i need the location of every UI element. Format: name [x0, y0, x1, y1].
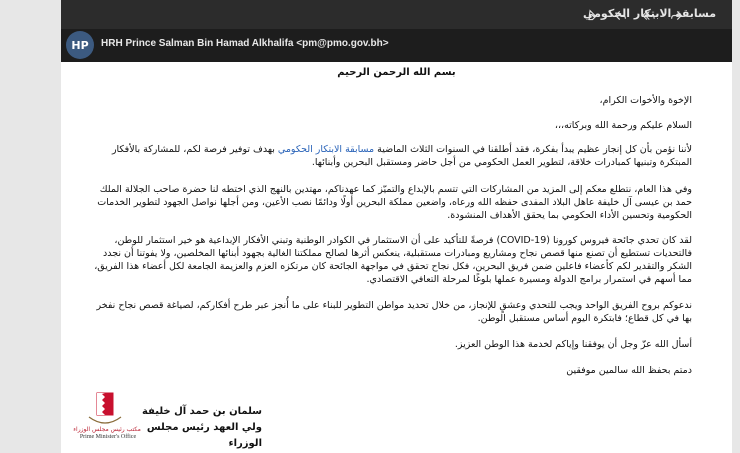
sender-address[interactable]: HRH Prince Salman Bin Hamad Alkhalifa <pm@pmo.gov.bh> [101, 38, 389, 49]
email-subject: مسابقة الابتكار الحكومي [582, 7, 716, 20]
email-header-bar [61, 0, 732, 29]
paragraph-4: ندعوكم بروح الفريق الواحد ويجب للتحدي وعشقٍ للإنجاز، من خلال تحديد مواطن التطوير للبناء على ما أُنجز عبر طرح أفكاركم، لصياغة قصص نجاح نفخر بها في كل قطاع؛ فابتكرة اليوم أساس مستقبل الوطن. [96, 300, 692, 324]
signature-title: ولي العهد رئيس مجلس الوزراء [146, 422, 262, 449]
avatar[interactable]: HP [66, 31, 94, 59]
paragraph-2: وفي هذا العام، نتطلع معكم إلى المزيد من المشاركات التي تتسم بالإبداع والتميّز كما عهدناكم، مهتدين بالنهج الذي اختطه لنا حضرة صاحب الجلالة الملك حمد بن عيسى آل خليفة عاهل البلاد المفدى حفظه الله ورعاه، واضعين مملكة البحرين أولًا ودائمًا نصب الأعين، ومن أجلها نواصل الجهود لتطوير الخدمات الحكومية وتحسين الأداء الحكومي بما يحقق الأهداف المنشودة. [97, 184, 692, 221]
sender-bar [61, 29, 732, 62]
basmala: بسم الله الرحمن الرحيم [337, 67, 456, 78]
greeting: الإخوة والأخوات الكرام، [599, 95, 692, 106]
closing: دمتم بحفظ الله سالمين موفقين [566, 365, 692, 376]
salam: السلام عليكم ورحمة الله وبركاته،،، [554, 120, 692, 131]
paragraph-5: أسأل الله عزّ وجل أن يوفقنا وإياكم لخدمة هذا الوطن العزيز. [454, 339, 692, 350]
signature-name: سلمان بن حمد آل خليفة [141, 406, 262, 417]
paragraph-1 [84, 143, 692, 169]
right-margin [732, 0, 740, 453]
office-name-english: Prime Minister's Office [79, 434, 137, 440]
paragraph-1-start: لأننا نؤمن بأن كل إنجاز عظيم يبدأ بفكرة، فقد أطلقنا في السنوات الثلاث الماضية [374, 144, 692, 155]
paragraph-3: لقد كان تحدي جائحة فيروس كورونا (COVID-19) فرصةً للتأكيد على أن الاستثمار في الكوادر الوطنية وتبني الأفكار الإبداعية هو خير استثمار للوطن، فالتحديات تستطيع أن تصنع منها قصص نجاح ومشاريع ومبادرات مستقبلية، ينعكس أثرها لصالح مملكتنا الغالية بجهود أبنائها المخلصين، ولا يفوتنا أن نجدد الشكر والتقدير لكم كأعضاء فاعلين ضمن فريق البحرين، فكل نجاح تحقق في مواجهة الجائحة كان مرتكزه العزم والعزيمة الجامعة لكل أعضاء هذا الفريق، مما أسهم في استمرار برامج الدولة ومسيرة عملها بلوغًا لمرحلة التعافي الاقتصادي. [94, 235, 692, 285]
left-margin [0, 0, 61, 453]
office-name-arabic: مكتب رئيس مجلس الوزراء [73, 426, 141, 433]
paragraph-1-end: بهدف توفير فرصة لكم، للمشاركة بالأفكار المبتكرة وتبنيها كمبادرات خلاقة، لتطوير العمل الحكومي من أجل حاضر ومستقبل البحرين وأبنائها. [111, 144, 692, 168]
competition-link[interactable]: مسابقة الابتكار الحكومي [277, 144, 375, 155]
email-body [61, 62, 732, 453]
email-view [61, 0, 732, 453]
